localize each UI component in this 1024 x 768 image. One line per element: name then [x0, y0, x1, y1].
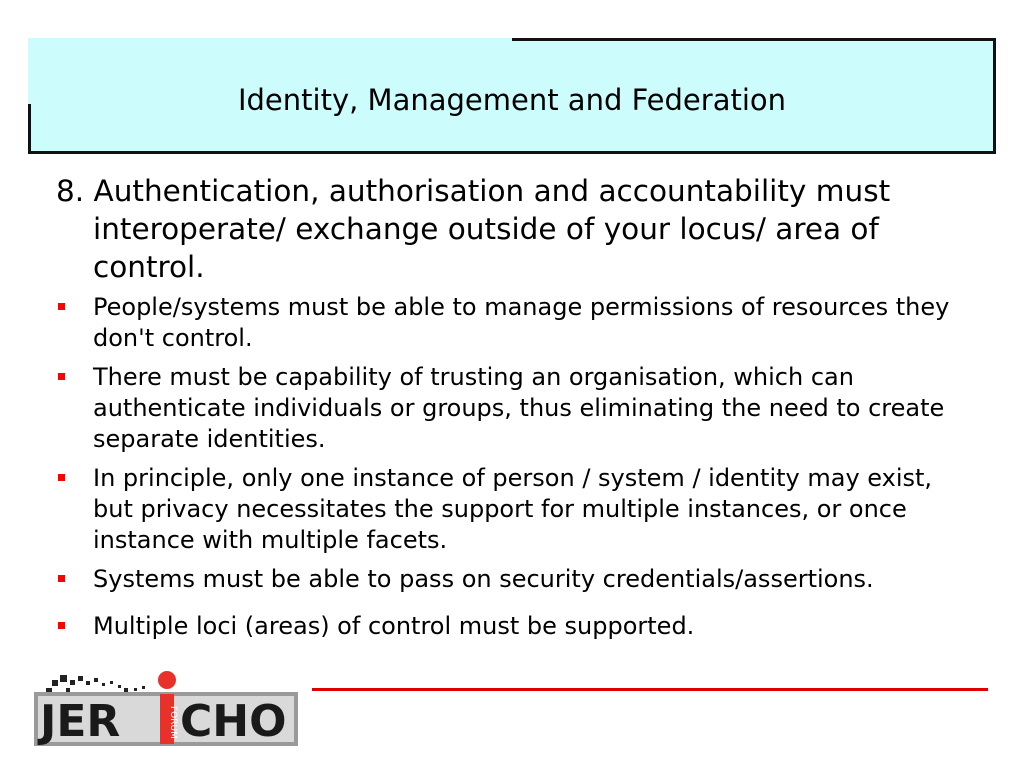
jericho-forum-logo: [30, 666, 302, 748]
logo-pixel-squares: [46, 675, 145, 694]
bullet-text: Systems must be able to pass on security credentials/assertions.: [93, 565, 874, 593]
slide-content: [56, 172, 956, 650]
bullet-text: In principle, only one instance of person / system / identity may exist, but privacy necessitates the support for multiple instances, or once instance with multiple facets.: [93, 464, 933, 554]
bullet-item: [56, 564, 956, 595]
bullet-square-icon: [58, 303, 65, 310]
footer-rule: [312, 688, 988, 691]
slide-title: Identity, Management and Federation: [237, 83, 787, 117]
logo-vertical-text: FORUM: [168, 706, 178, 739]
bullet-text: Multiple loci (areas) of control must be supported.: [93, 612, 695, 640]
bullet-item: [56, 362, 956, 455]
bullet-text: People/systems must be able to manage permissions of resources they don't control.: [93, 293, 950, 352]
bullet-item: [56, 611, 956, 642]
logo-graphic: [30, 666, 302, 748]
bullet-square-icon: [58, 373, 65, 380]
logo-red-dot: [158, 671, 176, 689]
bullet-item: [56, 292, 956, 354]
bullet-square-icon: [58, 474, 65, 481]
bullet-list: [56, 292, 956, 642]
bullet-text: There must be capability of trusting an organisation, which can authenticate individuals or groups, thus eliminating the need to create separate identities.: [93, 363, 945, 453]
title-box-edge-bottom: [28, 151, 996, 154]
bullet-item: [56, 463, 956, 556]
bullet-square-icon: [58, 575, 65, 582]
title-box-edge-top: [512, 38, 996, 41]
logo-text-left: JER: [40, 696, 121, 747]
logo-text-right: CHO: [180, 696, 287, 747]
bullet-square-icon: [58, 622, 65, 629]
lead-paragraph: 8. Authentication, authorisation and accountability must interoperate/ exchange outside of your locus/ area of control.: [56, 174, 891, 284]
